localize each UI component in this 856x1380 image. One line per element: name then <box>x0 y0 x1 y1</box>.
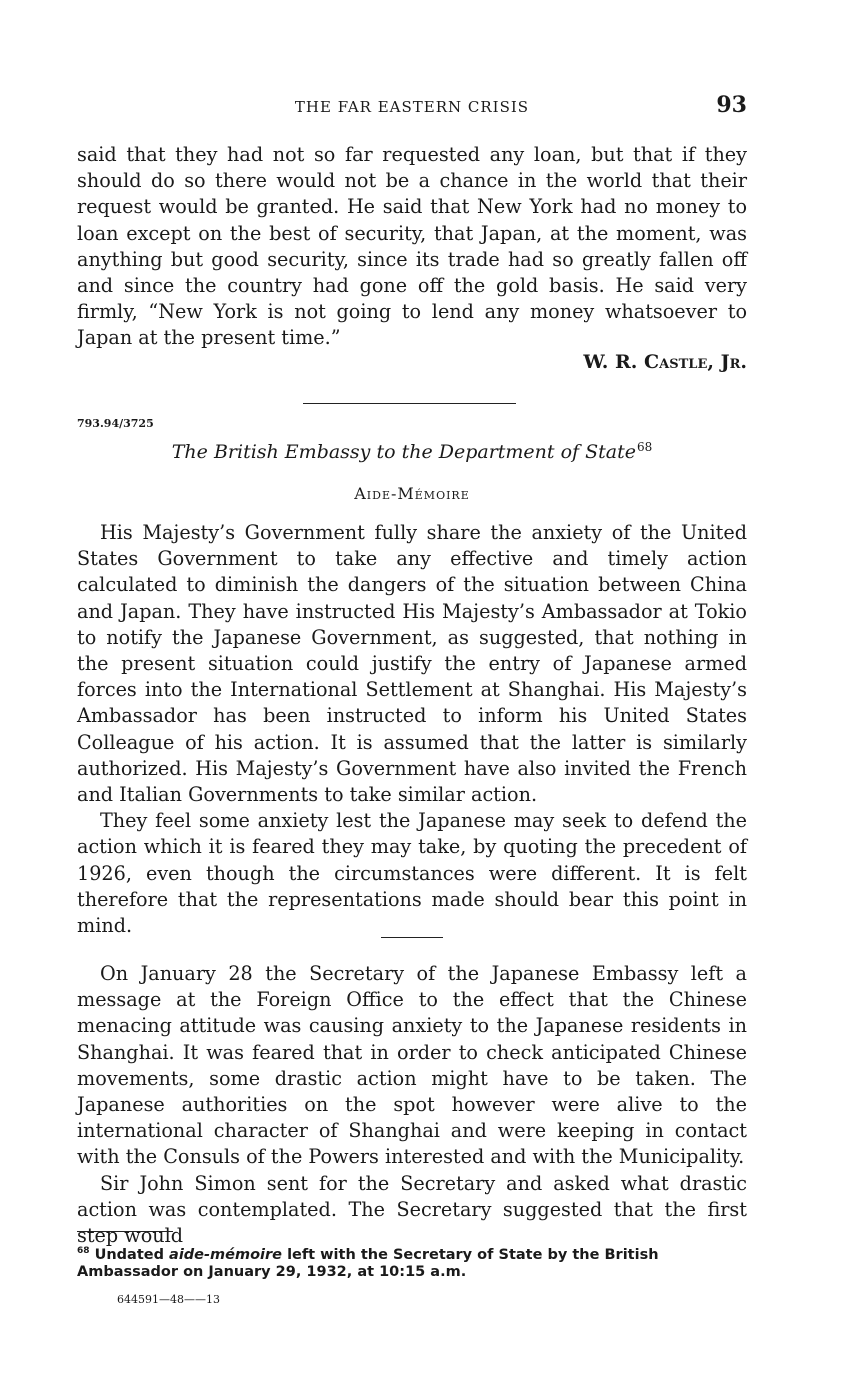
memo-paragraph: On January 28 the Secretary of the Japanese Embassy left a message at the Foreign Office to the effect that the Chinese menacing attitude was causing anxiety to the Japanese residents in Shanghai. It was feared that in order to check anticipated Chinese movements, some drastic action might have to be taken. The Japanese authorities on the spot however were alive to the international character of Shanghai and were keeping in contact with the Consuls of the Powers interested and with the Municipality. <box>77 962 747 1169</box>
footnote <box>77 1243 751 1281</box>
aide-memoire-paragraph: His Majesty’s Government fully share the anxiety of the United States Government to take any effective and timely action calculated to diminish the dangers of the situation between China and Japan. They have instructed His Majesty’s Ambassador at Tokio to notify the Japanese Government, as suggested, that nothing in the present situation could justify the entry of Japanese armed forces into the International Settlement at Shanghai. His Majesty’s Ambassador has been instructed to inform his United States Colleague of his action. It is assumed that the latter is similarly authorized. His Majesty’s Government have also invited the French and Italian Governments to take similar action. <box>77 521 747 807</box>
printer-imprint: 644591—48——13 <box>117 1293 220 1306</box>
aide-memoire-paragraph: They feel some anxiety lest the Japanese may seek to defend the action which it is feared they may take, by quoting the precedent of 1926, even though the circumstances were different. It is felt therefore that the representations made should bear this point in mind. <box>77 809 747 938</box>
footnote-text-start: Undated <box>89 1246 170 1263</box>
section-divider <box>303 403 516 404</box>
running-title: THE FAR EASTERN CRISIS <box>294 98 530 116</box>
continuation-text <box>77 142 747 352</box>
document-subheading <box>77 484 747 503</box>
footnote-reference: 68 <box>636 440 653 454</box>
running-head <box>77 92 747 122</box>
memo-body <box>77 961 747 1249</box>
aide-memoire-body <box>77 520 747 939</box>
footnote-text-end: left with the Secretary of State by the British Ambassador on January 29, 1932, at 10:15 a.m. <box>77 1246 659 1280</box>
signature-text: W. R. Castle, Jr. <box>583 351 747 373</box>
document-heading <box>77 440 747 463</box>
aide-memoire-label: Aide-Mémoire <box>354 484 470 503</box>
document-heading-text: The British Embassy to the Department of State <box>171 441 636 463</box>
short-divider <box>381 937 443 938</box>
footnote-marker: 68 <box>77 1246 90 1256</box>
footnote-italic-term: aide-mémoire <box>169 1246 283 1263</box>
page-number: 93 <box>716 92 747 118</box>
memo-paragraph: Sir John Simon sent for the Secretary and asked what drastic action was contemplated. The Secretary suggested that the first step would <box>77 1171 747 1248</box>
signature <box>77 351 747 373</box>
file-number: 793.94/3725 <box>77 417 154 430</box>
continuation-paragraph: said that they had not so far requested any loan, but that if they should do so there would not be a chance in the world that their request would be granted. He said that New York had no money to loan except on the best of security, that Japan, at the moment, was anything but good security, since its trade had so greatly fallen off and since the country had gone off the gold basis. He said very firmly, “New York is not going to lend any money whatsoever to Japan at the present time.” <box>77 143 747 350</box>
footnote-rule <box>77 1231 173 1232</box>
